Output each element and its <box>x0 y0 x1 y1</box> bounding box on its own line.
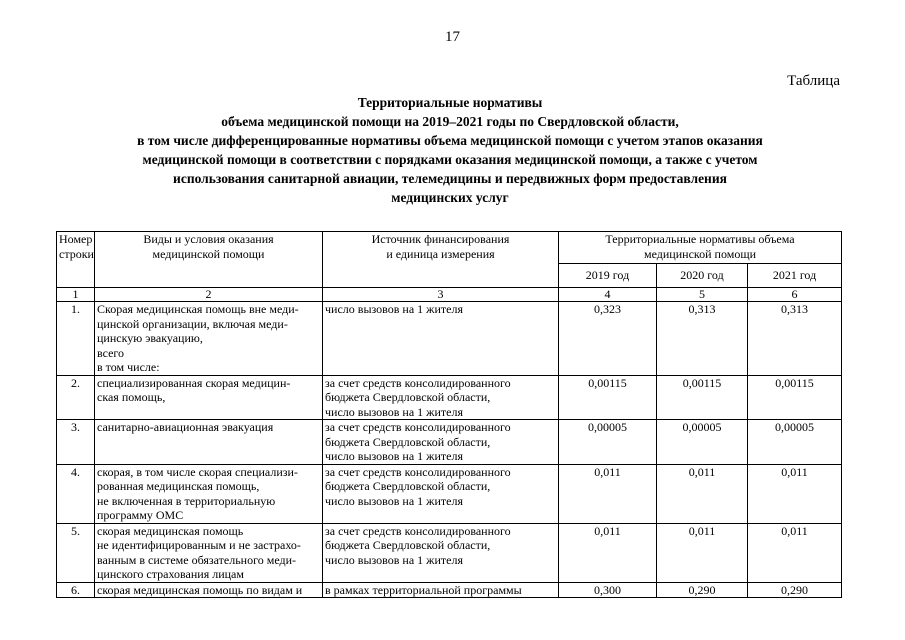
row-value-2020: 0,00115 <box>657 375 748 420</box>
row-source: в рамках территориальной программы <box>323 582 559 598</box>
row-source: за счет средств консолидированного бюджета Свердловской области, число вызовов на 1 жителя <box>323 523 559 582</box>
row-kind: санитарно-авиационная эвакуация <box>95 420 323 465</box>
column-number: 5 <box>657 288 748 302</box>
row-source: за счет средств консолидированного бюджета Свердловской области, число вызовов на 1 жителя <box>323 464 559 523</box>
table-row <box>57 464 842 523</box>
table-row <box>57 302 842 376</box>
row-source: за счет средств консолидированного бюджета Свердловской области, число вызовов на 1 жителя <box>323 420 559 465</box>
column-number: 2 <box>95 288 323 302</box>
row-value-2021: 0,011 <box>748 523 842 582</box>
title-line: использования санитарной авиации, телемедицины и передвижных форм предоставления <box>173 171 727 186</box>
row-kind: специализированная скорая медицин- ская помощь, <box>95 375 323 420</box>
row-value-2020: 0,011 <box>657 464 748 523</box>
page-number: 17 <box>445 29 460 45</box>
row-source: число вызовов на 1 жителя <box>323 302 559 376</box>
table-title <box>40 93 860 207</box>
column-number: 3 <box>323 288 559 302</box>
header-year-2021: 2021 год <box>748 264 842 288</box>
row-number: 2. <box>57 375 95 420</box>
row-number: 1. <box>57 302 95 376</box>
row-value-2019: 0,323 <box>559 302 657 376</box>
row-number: 4. <box>57 464 95 523</box>
row-value-2021: 0,011 <box>748 464 842 523</box>
table-row <box>57 375 842 420</box>
row-number: 5. <box>57 523 95 582</box>
header-year-2020: 2020 год <box>657 264 748 288</box>
title-line: медицинской помощи в соответствии с порядками оказания медицинской помощи, а также с учетом <box>142 152 758 167</box>
row-value-2021: 0,290 <box>748 582 842 598</box>
row-kind: скорая, в том числе скорая специализи- рованная медицинская помощь, не включенная в территориальную программу ОМС <box>95 464 323 523</box>
row-value-2021: 0,00005 <box>748 420 842 465</box>
title-line: Территориальные нормативы <box>357 95 543 110</box>
header-kind: Виды и условия оказания медицинской помощи <box>95 232 323 288</box>
column-number: 4 <box>559 288 657 302</box>
row-kind: скорая медицинская помощь не идентифицированным и не застрахо- ванным в системе обязательного меди- цинского страхования лицам <box>95 523 323 582</box>
title-line: в том числе дифференцированные нормативы объема медицинской помощи с учетом этапов оказания <box>137 133 763 148</box>
column-number: 6 <box>748 288 842 302</box>
column-number: 1 <box>57 288 95 302</box>
table-label: Таблица <box>787 73 840 89</box>
row-value-2019: 0,00005 <box>559 420 657 465</box>
title-line: объема медицинской помощи на 2019–2021 годы по Свердловской области, <box>221 114 679 129</box>
row-kind: скорая медицинская помощь по видам и <box>95 582 323 598</box>
row-value-2019: 0,300 <box>559 582 657 598</box>
row-value-2020: 0,313 <box>657 302 748 376</box>
row-kind: Скорая медицинская помощь вне меди- цинской организации, включая меди- цинскую эвакуацию, всего в том числе: <box>95 302 323 376</box>
row-value-2021: 0,00115 <box>748 375 842 420</box>
header-norms: Территориальные нормативы объема медицинской помощи <box>559 232 842 264</box>
header-row-number: Номер строки <box>57 232 95 288</box>
row-value-2020: 0,00005 <box>657 420 748 465</box>
title-line: медицинских услуг <box>391 190 509 205</box>
row-value-2019: 0,00115 <box>559 375 657 420</box>
header-year-2019: 2019 год <box>559 264 657 288</box>
table-row <box>57 582 842 598</box>
table-row <box>57 523 842 582</box>
row-value-2021: 0,313 <box>748 302 842 376</box>
row-value-2019: 0,011 <box>559 523 657 582</box>
row-source: за счет средств консолидированного бюджета Свердловской области, число вызовов на 1 жителя <box>323 375 559 420</box>
norms-table <box>56 231 842 598</box>
row-value-2020: 0,011 <box>657 523 748 582</box>
table-row <box>57 420 842 465</box>
header-source: Источник финансирования и единица измерения <box>323 232 559 288</box>
row-number: 6. <box>57 582 95 598</box>
row-value-2019: 0,011 <box>559 464 657 523</box>
row-number: 3. <box>57 420 95 465</box>
row-value-2020: 0,290 <box>657 582 748 598</box>
